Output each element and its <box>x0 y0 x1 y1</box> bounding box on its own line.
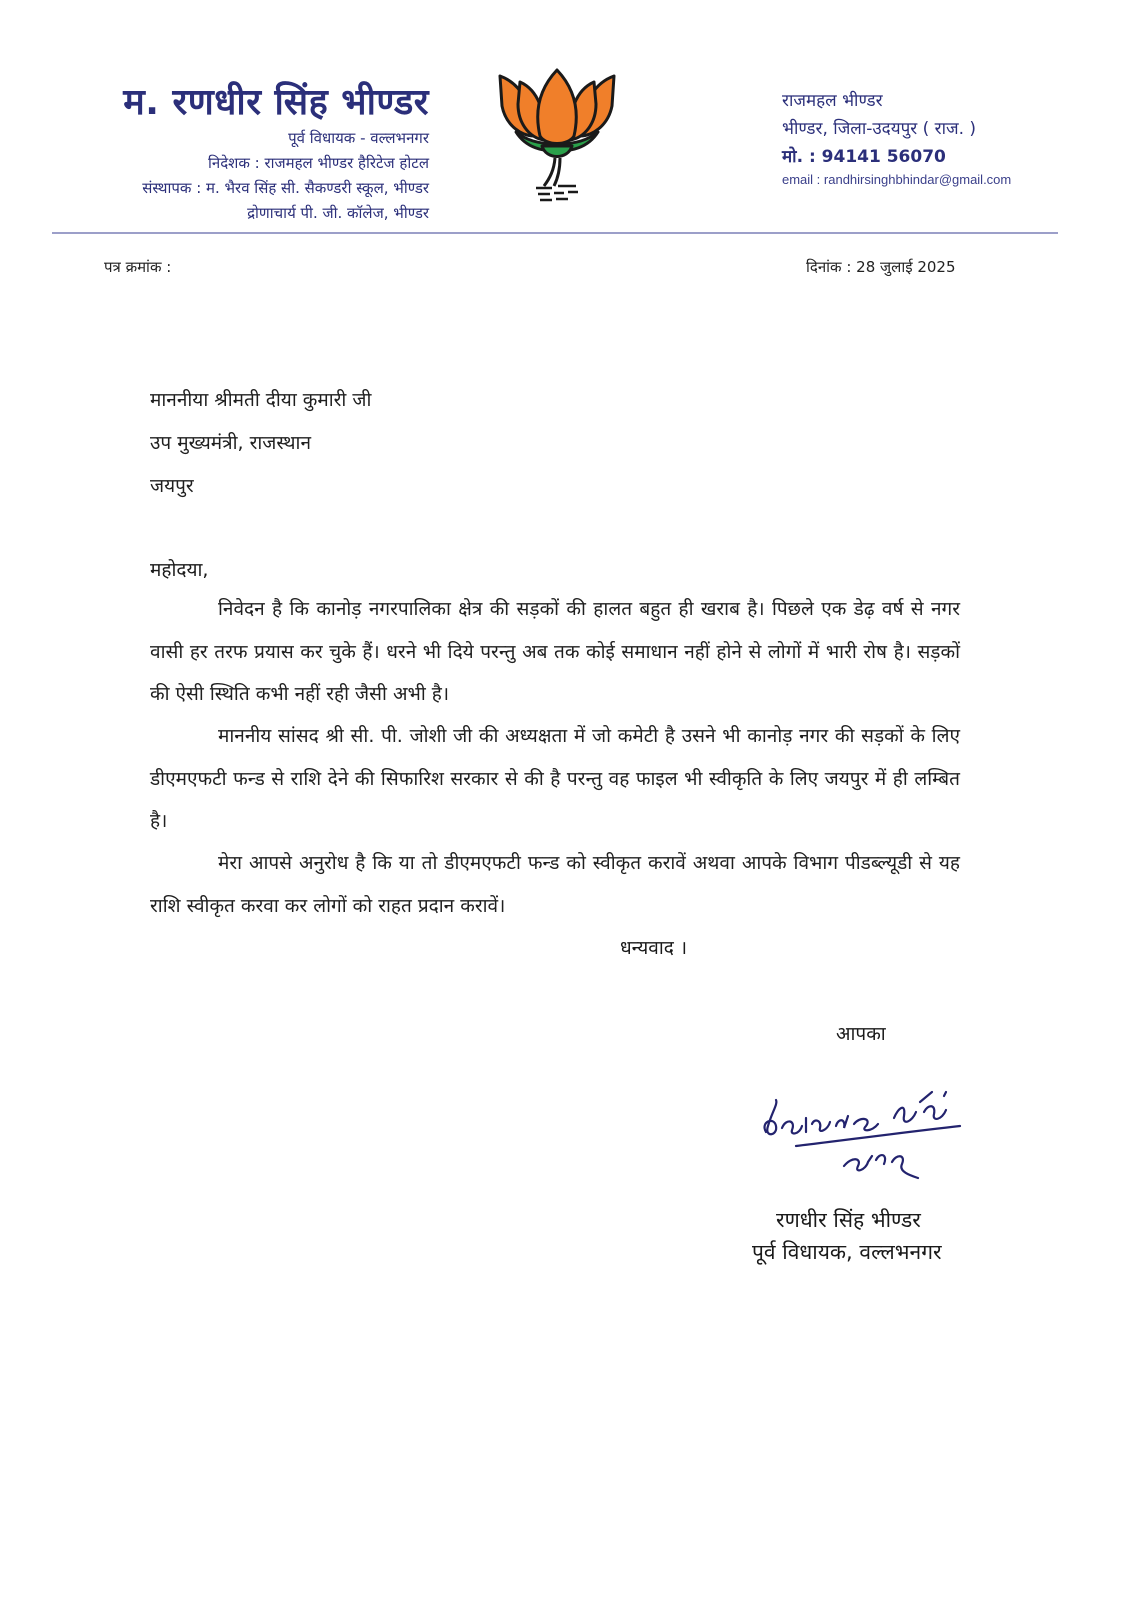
letterhead-phone: मो. : 94141 56070 <box>782 147 946 167</box>
body-paragraph-3: मेरा आपसे अनुरोध है कि या तो डीएमएफटी फन्ड को स्वीकृत करावें अथवा आपके विभाग पीडब्ल्यूडी से यह राशि स्वीकृत करवा कर लोगों को राहत प्रदान करावें। <box>150 852 960 917</box>
body-paragraph-1: निवेदन है कि कानोड़ नगरपालिका क्षेत्र की सड़कों की हालत बहुत ही खराब है। पिछले एक डेढ़ वर्ष से नगर वासी हर तरफ प्रयास कर चुके हैं। धरने भी दिये परन्तु अब तक कोई समाधान नहीं होने से लोगों में भारी रोष है। सड़कों की ऐसी स्थिति कभी नहीं रही जैसी अभी है। <box>150 598 960 705</box>
letterhead-designation: पूर्व विधायक - वल्लभनगर <box>288 129 429 147</box>
salutation: महोदया, <box>150 559 209 581</box>
letterhead-email: email : randhirsinghbhindar@gmail.com <box>782 172 1012 187</box>
recipient-name: माननीया श्रीमती दीया कुमारी जी <box>150 389 372 411</box>
letterhead-director-line: निदेशक : राजमहल भीण्डर हैरिटेज होटल <box>207 154 429 172</box>
thanks-text: धन्यवाद । <box>620 937 688 959</box>
letterhead-name: म. रणधीर सिंह भीण्डर <box>123 82 429 123</box>
signer-name: रणधीर सिंह भीण्डर <box>776 1208 921 1232</box>
letterhead-address-line-2: भीण्डर, जिला-उदयपुर ( राज. ) <box>782 119 977 139</box>
body-paragraph-2: माननीय सांसद श्री सी. पी. जोशी जी की अध्यक्षता में जो कमेटी है उसने भी कानोड़ नगर की सड़कों के लिए डीएमएफटी फन्ड से राशि देने की सिफारिश सरकार से की है परन्तु वह फाइल भी स्वीकृति के लिए जयपुर में ही लम्बित है। <box>150 725 960 832</box>
recipient-designation: उप मुख्यमंत्री, राजस्थान <box>150 432 311 454</box>
signer-title: पूर्व विधायक, वल्लभनगर <box>752 1240 942 1264</box>
recipient-city: जयपुर <box>150 475 194 497</box>
signature-icon <box>756 1082 966 1182</box>
closing-yours: आपका <box>836 1023 886 1045</box>
letterhead-founder-line: संस्थापक : म. भैरव सिंह सी. सैकण्डरी स्कूल, भीण्डर <box>142 179 429 197</box>
letter-date: दिनांक : 28 जुलाई 2025 <box>806 258 956 276</box>
lotus-icon <box>492 66 622 206</box>
letterhead-college-line: द्रोणाचार्य पी. जी. कॉलेज, भीण्डर <box>247 204 429 222</box>
letterhead-divider <box>52 232 1058 234</box>
letterhead-address-line-1: राजमहल भीण्डर <box>782 91 883 111</box>
letter-number-label: पत्र क्रमांक : <box>104 258 172 276</box>
